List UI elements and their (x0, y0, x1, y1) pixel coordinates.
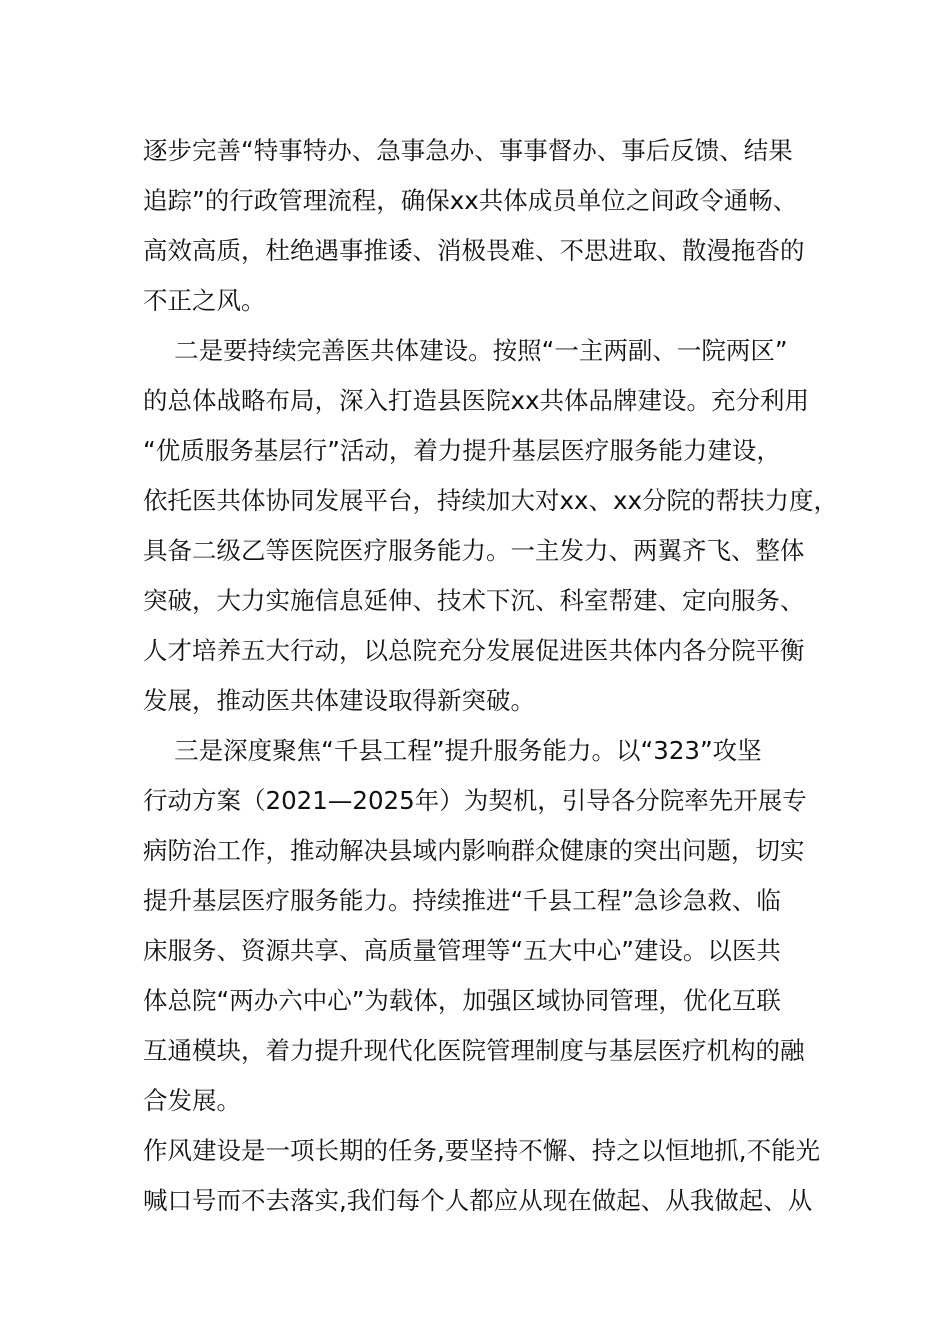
text-line: 突破，大力实施信息延伸、技术下沉、科室帮建、定向服务、 (143, 586, 805, 615)
text-line: 人才培养五大行动，以总院充分发展促进医共体内各分院平衡 (143, 636, 805, 665)
text-line: 提升基层医疗服务能力。持续推进“千县工程”急诊急救、临 (143, 886, 781, 915)
text-line: 逐步完善“特事特办、急事急办、事事督办、事后反馈、结果 (143, 136, 793, 165)
text-line: 具备二级乙等医院医疗服务能力。一主发力、两翼齐飞、整体 (143, 536, 805, 565)
text-line: 作风建设是一项长期的任务,要坚持不懈、持之以恒地抓,不能光 (143, 1136, 821, 1165)
text-line: 二是要持续完善医共体建设。按照“一主两副、一院两区” (143, 336, 788, 365)
text-line: 的总体战略布局，深入打造县医院xx共体品牌建设。充分利用 (143, 386, 809, 415)
text-line: 追踪”的行政管理流程，确保xx共体成员单位之间政令通畅、 (143, 186, 798, 215)
text-line: 床服务、资源共享、高质量管理等“五大中心”建设。以医共 (143, 936, 781, 965)
text-line: 行动方案（2021—2025年）为契机，引导各分院率先开展专 (143, 786, 807, 815)
text-line: 依托医共体协同发展平台，持续加大对xx、xx分院的帮扶力度， (143, 486, 838, 515)
text-line: 病防治工作，推动解决县域内影响群众健康的突出问题，切实 (143, 836, 805, 865)
text-line: 喊口号而不去落实,我们每个人都应从现在做起、从我做起、从 (143, 1186, 813, 1215)
text-line: 合发展。 (143, 1086, 241, 1115)
text-line: 不正之风。 (143, 286, 266, 315)
text-line: 高效高质，杜绝遇事推诿、消极畏难、不思进取、散漫拖沓的 (143, 236, 805, 265)
text-line: 发展，推动医共体建设取得新突破。 (143, 686, 535, 715)
text-line: 三是深度聚焦“千县工程”提升服务能力。以“323”攻坚 (143, 736, 762, 765)
text-line: 互通模块，着力提升现代化医院管理制度与基层医疗机构的融 (143, 1036, 805, 1065)
text-line: 体总院“两办六中心”为载体，加强区域协同管理，优化互联 (143, 986, 781, 1015)
text-line: “优质服务基层行”活动，着力提升基层医疗服务能力建设， (143, 436, 781, 465)
